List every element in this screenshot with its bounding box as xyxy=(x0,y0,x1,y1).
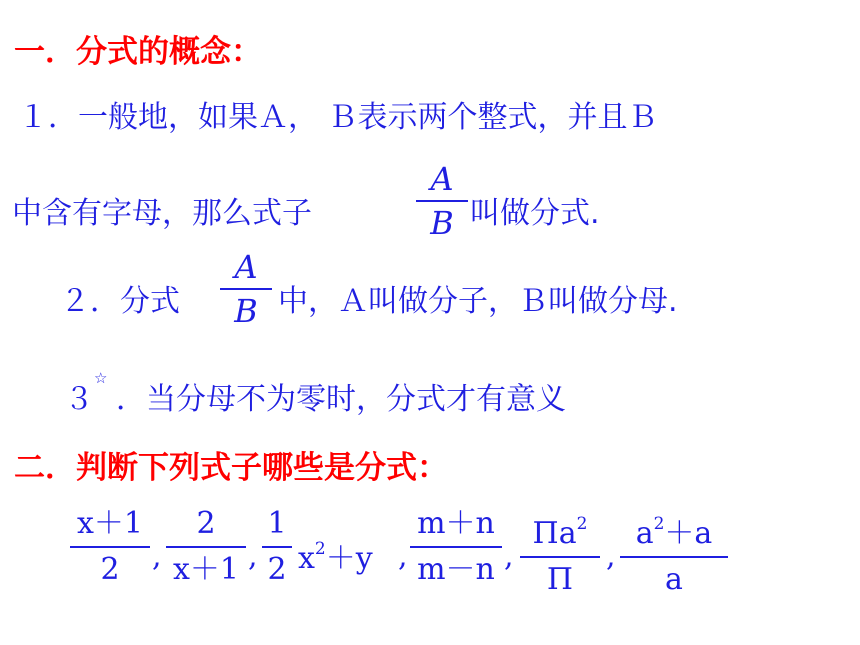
expr3-numerator: 1 xyxy=(267,506,287,541)
item3-text: ．当分母不为零时，分式才有意义 xyxy=(116,382,566,417)
expr3-denominator: 2 xyxy=(267,552,287,587)
item3-number: ３ xyxy=(64,382,94,417)
expr-fraction-5 xyxy=(520,505,600,599)
expr2-denominator: x＋1 xyxy=(172,552,239,587)
item1-line2-start: 中含有字母，那么式子 xyxy=(12,196,312,231)
expr1-numerator: x＋1 xyxy=(76,506,143,541)
fraction-bar xyxy=(410,546,502,548)
section2-heading: 二．判断下列式子哪些是分式： xyxy=(14,450,448,486)
expr5-numerator xyxy=(520,505,600,553)
fraction-bar xyxy=(520,556,600,558)
expr-fraction-1 xyxy=(70,505,150,589)
item1-line1: １．一般地，如果Ａ， Ｂ表示两个整式，并且Ｂ xyxy=(18,100,658,135)
fraction-bar xyxy=(416,200,468,202)
comma: , xyxy=(398,539,408,574)
expr1-denominator: 2 xyxy=(100,552,120,587)
expr5-base: Πa xyxy=(532,516,577,551)
fraction-bar xyxy=(620,556,728,558)
star-icon: ☆ xyxy=(94,369,108,387)
expr-fraction-2 xyxy=(166,505,246,589)
expr3-base: x xyxy=(298,541,315,576)
fraction-a-over-b-1 xyxy=(412,160,472,242)
expr3-tail xyxy=(298,533,373,577)
expr-fraction-6 xyxy=(620,505,728,599)
section1-heading: 一．分式的概念： xyxy=(14,34,262,70)
item1-line2-end: 叫做分式. xyxy=(470,196,600,231)
expr-fraction-3 xyxy=(262,505,292,589)
fraction-bar xyxy=(220,288,272,290)
expr5-exponent: 2 xyxy=(576,514,588,534)
expr6-numerator xyxy=(620,505,728,553)
expr6-rest: ＋a xyxy=(664,516,713,551)
expr4-numerator: m＋n xyxy=(417,506,495,541)
fraction-a-over-b-2 xyxy=(216,248,276,330)
comma: , xyxy=(248,539,258,574)
expr6-exponent: 2 xyxy=(653,514,665,534)
expr6-denominator: a xyxy=(665,562,683,597)
expr5-denominator: Π xyxy=(546,562,574,597)
fraction-bar xyxy=(166,546,246,548)
fraction-denominator: B xyxy=(234,292,258,330)
expr3-exponent: 2 xyxy=(314,539,326,559)
expr6-base: a xyxy=(635,516,654,551)
fraction-numerator: A xyxy=(430,160,454,198)
item2-prefix: ２．分式 xyxy=(60,284,180,319)
expr2-numerator: 2 xyxy=(196,506,216,541)
expr4-denominator: m－n xyxy=(417,552,495,587)
fraction-bar xyxy=(262,546,292,548)
expression-list xyxy=(62,505,762,615)
comma: , xyxy=(152,539,162,574)
item2-suffix: 中，Ａ叫做分子，Ｂ叫做分母. xyxy=(278,284,678,319)
fraction-bar xyxy=(70,546,150,548)
comma: , xyxy=(504,539,514,574)
fraction-numerator: A xyxy=(234,248,258,286)
comma: , xyxy=(606,539,616,574)
expr-fraction-4 xyxy=(410,505,502,589)
expr3-rest: ＋y xyxy=(325,541,373,576)
fraction-denominator: B xyxy=(430,204,454,242)
